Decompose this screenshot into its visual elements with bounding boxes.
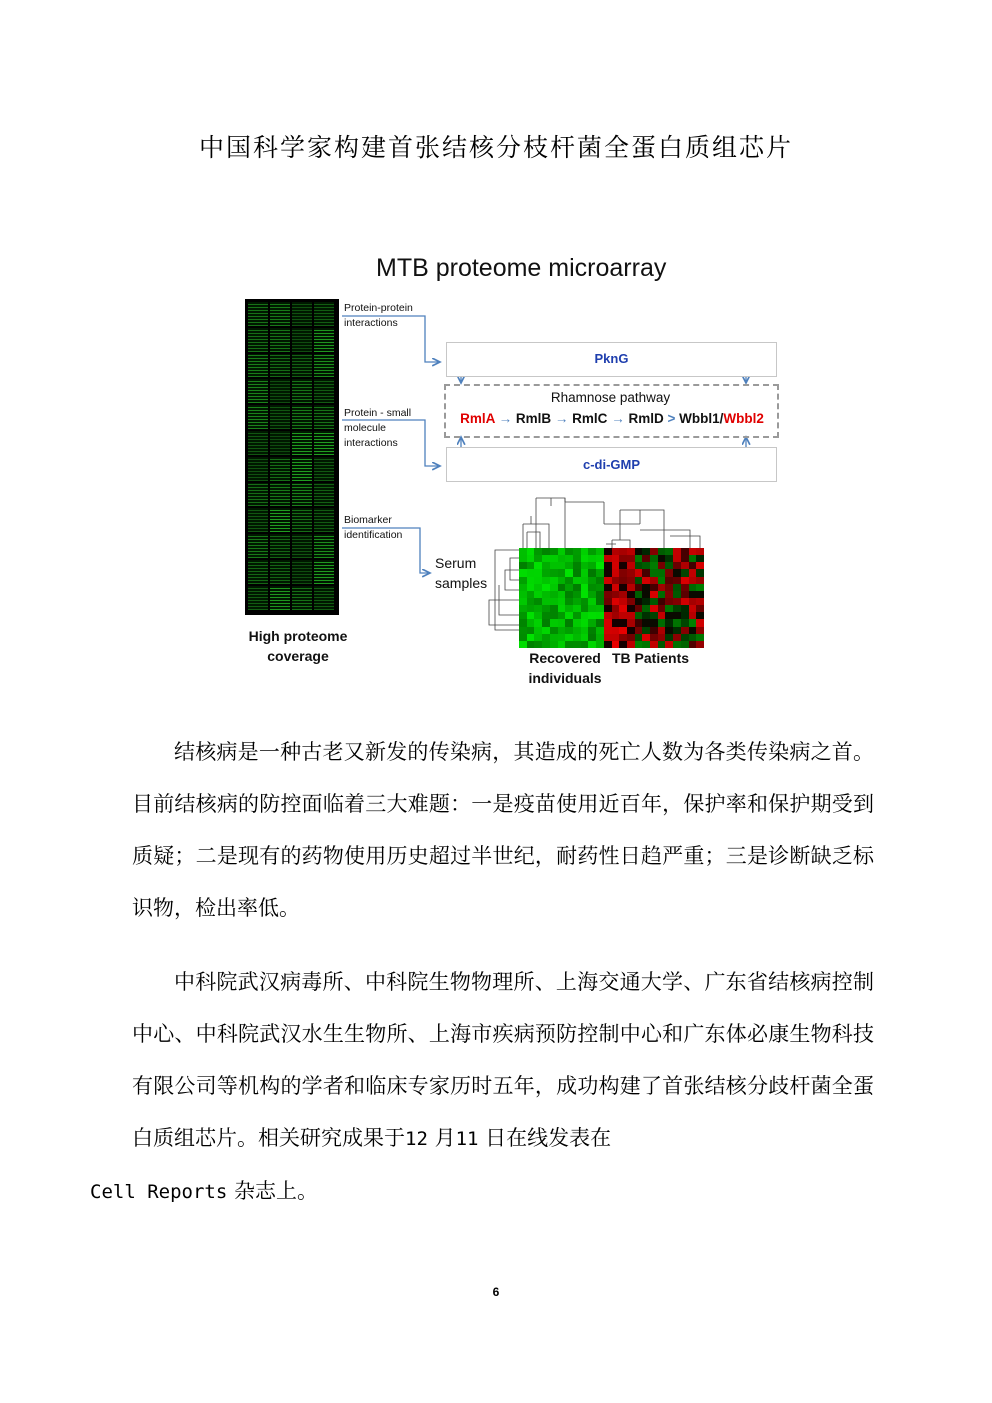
rhamnose-pathway-steps: RmlA → RmlB → RmlC → RmlD > Wbbl1/Wbbl2 [460,411,764,426]
paragraph-2: 中科院武汉病毒所、中科院生物物理所、上海交通大学、广东省结核病控制中心、中科院武汉水生生物所、上海市疾病预防控制中心和广东体必康生物科技有限公司等机构的学者和临床专家历时五年，成功构建了首张结核分歧杆菌全蛋白质组芯片。相关研究成果于12 月11 日在线发表在 Cell Reports 杂志上。 [90,970,874,1203]
label-high-proteome-coverage: High proteome coverage [248,628,348,664]
page-number: 6 [492,1285,500,1299]
figure-mtb-proteome [0,240,992,700]
enzyme-rmlc: RmlC [572,411,608,426]
label-protein-small-molecule: Protein - small molecule interactions [344,407,412,449]
label-protein-protein: Protein-protein interactions [344,302,413,329]
enzyme-rmla: RmlA [460,411,495,426]
paragraph-1: 结核病是一种古老又新发的传染病，其造成的死亡人数为各类传染病之首。目前结核病的防控面临着三大难题：一是疫苗使用近百年，保护率和保护期受到质疑；二是现有的药物使用历史超过半世纪，耐药性日趋严重；三是诊断缺乏标识物，检出率低。 [132,740,874,920]
enzyme-wbbl2: Wbbl2 [723,411,764,426]
label-biomarker: Biomarker identification [344,514,403,541]
heatmap-cell [696,641,704,649]
enzyme-rmld: RmlD [628,411,664,426]
heatmap [519,548,704,648]
label-serum-samples: Serum samples [435,555,488,591]
arrow-icon: > [667,411,676,426]
pkng-label: PknG [594,351,629,366]
arrow-icon: → [554,411,569,426]
arrow-icon: → [498,411,513,426]
dendrogram [0,240,992,700]
enzyme-rmlb: RmlB [515,411,552,426]
enzyme-wbbl1: Wbbl1 [679,411,720,426]
page-title: 中国科学家构建首张结核分枝杆菌全蛋白质组芯片 [198,133,793,162]
arrow-icon: → [611,411,625,426]
label-tb-patients: TB Patients [612,650,690,666]
rhamnose-pathway-title: Rhamnose pathway [550,390,671,405]
figure-title: MTB proteome microarray [376,254,667,282]
label-recovered-individuals: Recovered individuals [528,650,602,686]
cdigmp-label: c-di-GMP [582,457,641,472]
